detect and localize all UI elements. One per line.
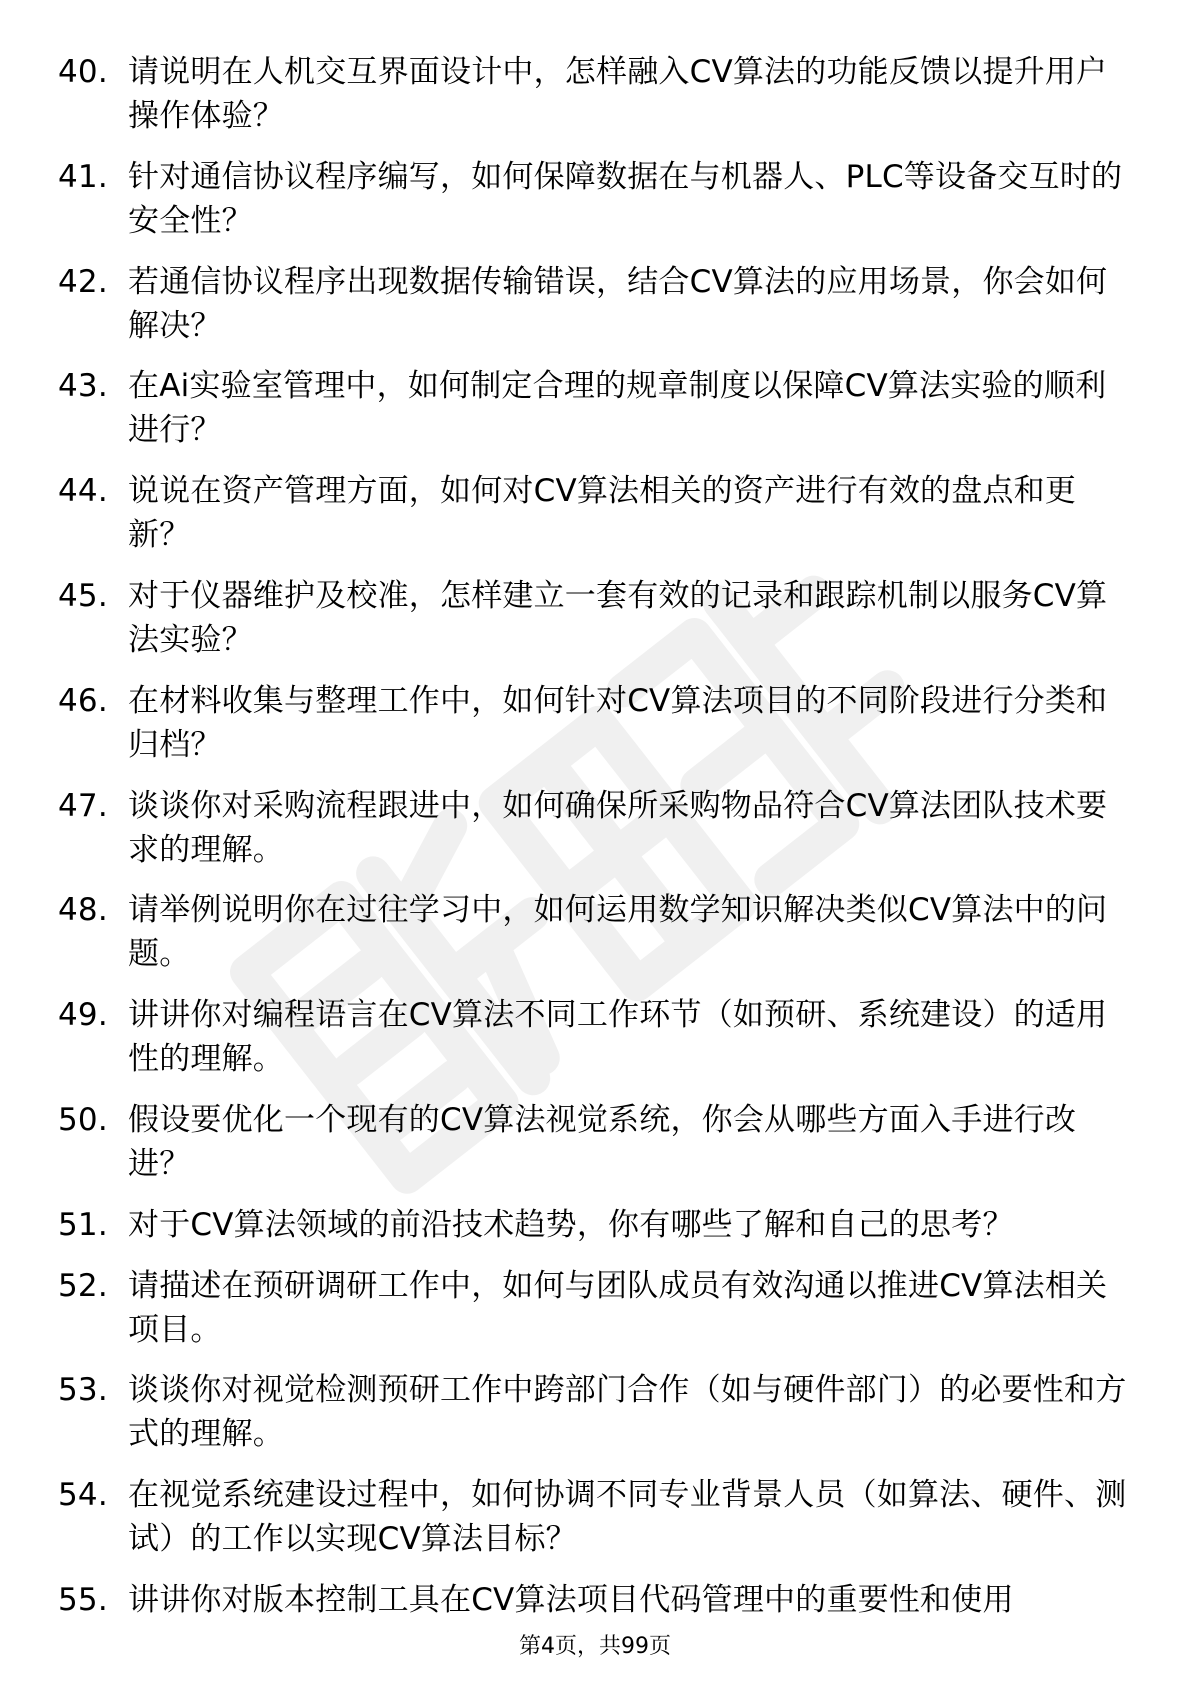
question-text: 假设要优化一个现有的CV算法视觉系统，你会从哪些方面入手进行改进？ xyxy=(128,1101,1077,1182)
question-text: 请举例说明你在过往学习中，如何运用数学知识解决类似CV算法中的问题。 xyxy=(128,892,1108,973)
question-text: 说说在资产管理方面，如何对CV算法相关的资产进行有效的盘点和更新？ xyxy=(128,473,1077,554)
question-number: 52. xyxy=(58,1267,108,1304)
list-item xyxy=(58,993,1128,1081)
question-text: 若通信协议程序出现数据传输错误，结合CV算法的应用场景，你会如何解决？ xyxy=(128,263,1108,344)
question-number: 54. xyxy=(58,1477,108,1514)
question-list xyxy=(58,50,1128,1639)
question-number: 48. xyxy=(58,892,108,929)
question-text: 讲讲你对编程语言在CV算法不同工作环节（如预研、系统建设）的适用性的理解。 xyxy=(128,997,1108,1078)
list-item xyxy=(58,364,1128,452)
question-number: 41. xyxy=(58,158,108,195)
question-number: 53. xyxy=(58,1372,108,1409)
question-text: 在Ai实验室管理中，如何制定合理的规章制度以保障CV算法实验的顺利进行？ xyxy=(128,368,1107,449)
list-item xyxy=(58,1578,1128,1622)
list-item xyxy=(58,574,1128,662)
question-text: 请描述在预研调研工作中，如何与团队成员有效沟通以推进CV算法相关项目。 xyxy=(128,1267,1108,1348)
question-text: 讲讲你对版本控制工具在CV算法项目代码管理中的重要性和使用 xyxy=(128,1581,1014,1618)
list-item xyxy=(58,1473,1128,1561)
question-text: 对于仪器维护及校准，怎样建立一套有效的记录和跟踪机制以服务CV算法实验？ xyxy=(128,577,1108,658)
question-text: 谈谈你对采购流程跟进中，如何确保所采购物品符合CV算法团队技术要求的理解。 xyxy=(128,787,1108,868)
list-item xyxy=(58,155,1128,243)
list-item xyxy=(58,888,1128,976)
list-item xyxy=(58,784,1128,872)
question-number: 55. xyxy=(58,1581,108,1618)
list-item xyxy=(58,1264,1128,1352)
question-text: 对于CV算法领域的前沿技术趋势，你有哪些了解和自己的思考？ xyxy=(128,1206,1014,1243)
question-number: 50. xyxy=(58,1101,108,1138)
question-number: 45. xyxy=(58,577,108,614)
list-item xyxy=(58,679,1128,767)
list-item xyxy=(58,50,1128,138)
question-text: 在材料收集与整理工作中，如何针对CV算法项目的不同阶段进行分类和归档？ xyxy=(128,682,1108,763)
question-number: 44. xyxy=(58,473,108,510)
list-item xyxy=(58,260,1128,348)
list-item xyxy=(58,469,1128,557)
page-number-footer: 第4页，共99页 xyxy=(519,1634,671,1659)
list-item xyxy=(58,1368,1128,1456)
question-number: 46. xyxy=(58,682,108,719)
question-number: 49. xyxy=(58,997,108,1034)
question-number: 51. xyxy=(58,1206,108,1243)
question-number: 43. xyxy=(58,368,108,405)
question-text: 在视觉系统建设过程中，如何协调不同专业背景人员（如算法、硬件、测试）的工作以实现CV算法目标？ xyxy=(128,1477,1127,1558)
question-text: 请说明在人机交互界面设计中，怎样融入CV算法的功能反馈以提升用户操作体验？ xyxy=(128,54,1108,134)
question-number: 40. xyxy=(58,54,108,90)
list-item xyxy=(58,1098,1128,1186)
question-number: 42. xyxy=(58,263,108,300)
question-number: 47. xyxy=(58,787,108,824)
question-text: 针对通信协议程序编写，如何保障数据在与机器人、PLC等设备交互时的安全性？ xyxy=(128,158,1123,239)
list-item xyxy=(58,1203,1128,1247)
question-text: 谈谈你对视觉检测预研工作中跨部门合作（如与硬件部门）的必要性和方式的理解。 xyxy=(128,1372,1127,1453)
